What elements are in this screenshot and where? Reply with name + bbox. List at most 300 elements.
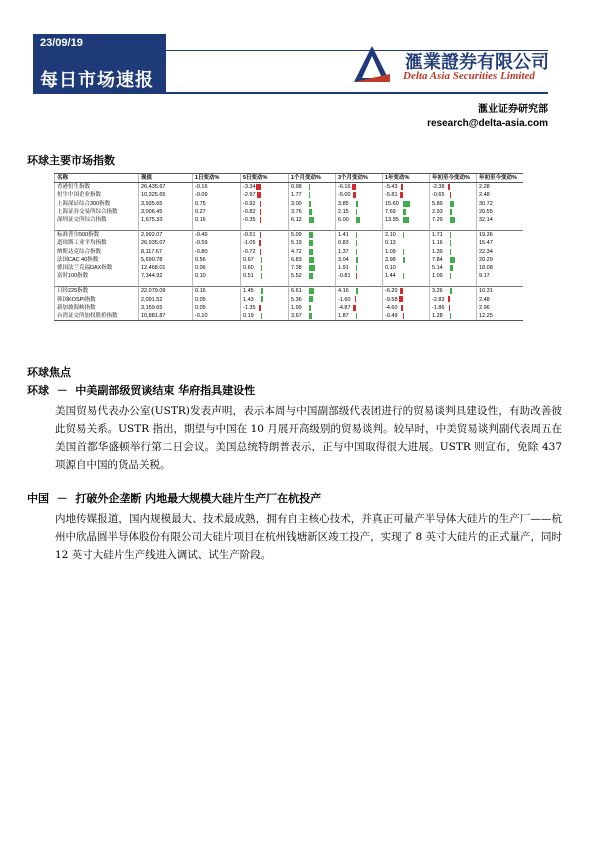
cell-d5	[241, 312, 289, 321]
table-row	[55, 183, 524, 192]
change-value: -5.00	[338, 192, 351, 199]
change-value: 3.67	[291, 312, 302, 319]
change-value: 1.16	[432, 240, 443, 247]
cell-value: 5,690.78	[139, 256, 193, 264]
table-row	[55, 239, 524, 247]
change-bar	[309, 305, 311, 311]
change-bar	[356, 313, 357, 319]
change-value: 5.19	[291, 240, 302, 247]
change-bar	[309, 288, 314, 294]
change-bar	[356, 217, 360, 223]
change-value: -4.87	[338, 304, 351, 311]
cell-m3	[336, 183, 383, 192]
table-row	[55, 304, 524, 312]
news-headline	[27, 490, 562, 506]
change-value: 2.10	[385, 232, 396, 239]
cell-y1	[383, 295, 430, 303]
cell-name: 韩国KOSPI指数	[55, 295, 139, 303]
cell-y1	[383, 208, 430, 216]
change-value: 5.52	[291, 273, 302, 280]
table-header-cell: 3个月变动%	[336, 174, 383, 183]
change-value: -0.92	[243, 200, 256, 207]
cell-d1: 0.75	[193, 200, 241, 208]
change-bar	[356, 209, 357, 215]
cell-m3	[336, 216, 383, 224]
change-value: -1.60	[338, 296, 351, 303]
change-bar	[448, 184, 450, 190]
change-bar	[309, 257, 314, 263]
change-bar	[450, 201, 454, 207]
cell-m3	[336, 256, 383, 264]
cell-y1	[383, 248, 430, 256]
cell-d5	[241, 256, 289, 264]
cell-ytd	[430, 183, 477, 192]
cell-m1	[289, 216, 336, 224]
change-bar	[450, 249, 451, 255]
change-value: 1.99	[291, 304, 302, 311]
cell-m3	[336, 200, 383, 208]
cell-d1: 0.05	[193, 304, 241, 312]
cell-d5	[241, 295, 289, 303]
table-row	[55, 256, 524, 264]
cell-d1: -0.10	[193, 312, 241, 321]
focus-section-title: 环球焦点	[27, 366, 71, 379]
header-banner	[33, 34, 166, 94]
cell-d1: -0.49	[193, 231, 241, 240]
table-row	[55, 295, 524, 303]
change-bar	[260, 201, 261, 207]
cell-value: 1,675.33	[139, 216, 193, 224]
cell-d5	[241, 248, 289, 256]
change-value: 0.60	[243, 264, 254, 271]
change-value: -5.43	[385, 184, 398, 191]
change-bar	[356, 257, 358, 263]
change-bar	[260, 232, 261, 238]
cell-d5	[241, 304, 289, 312]
change-bar	[403, 257, 405, 263]
cell-value: 3,935.65	[139, 200, 193, 208]
cell-y1	[383, 312, 430, 321]
cell-m1	[289, 304, 336, 312]
cell-m3	[336, 304, 383, 312]
cell-ytd2: 19.36	[477, 231, 524, 240]
change-value: 5.09	[291, 232, 302, 239]
company-name-en: Delta Asia Securities Limited	[403, 70, 535, 82]
table-row	[55, 264, 524, 272]
change-bar	[309, 184, 310, 190]
cell-ytd2: 20.29	[477, 256, 524, 264]
change-bar	[356, 265, 357, 271]
table-header-cell: 年初至今变动%	[477, 174, 524, 183]
cell-name: 上海深证综合300指数	[55, 200, 139, 208]
cell-m3	[336, 312, 383, 321]
change-bar	[261, 273, 262, 279]
change-value: -1.86	[432, 304, 445, 311]
cell-name: 日经225指数	[55, 287, 139, 296]
cell-ytd2: 2.48	[477, 295, 524, 303]
research-dept: 滙业证券研究部	[478, 104, 548, 115]
cell-m1	[289, 256, 336, 264]
cell-m3	[336, 231, 383, 240]
cell-ytd2: 12.25	[477, 312, 524, 321]
cell-value: 22,079.09	[139, 287, 193, 296]
news-headline	[27, 382, 562, 398]
change-value: -1.35	[243, 304, 256, 311]
change-value: -4.60	[385, 304, 398, 311]
cell-ytd	[430, 264, 477, 272]
change-value: 5.36	[291, 296, 302, 303]
cell-m1	[289, 200, 336, 208]
change-bar	[450, 257, 455, 263]
cell-ytd	[430, 200, 477, 208]
change-bar	[400, 192, 403, 198]
cell-y1	[383, 183, 430, 192]
cell-m1	[289, 264, 336, 272]
cell-value: 3,006.45	[139, 208, 193, 216]
change-bar	[450, 313, 451, 319]
cell-value: 10,881.87	[139, 312, 193, 321]
news-title: 打破外企垄断 内地最大规模大硅片生产厂在杭投产	[75, 492, 322, 505]
change-bar	[260, 217, 261, 223]
cell-d1: 0.16	[193, 287, 241, 296]
change-value: 0.10	[385, 264, 396, 271]
change-bar	[450, 232, 451, 238]
cell-m1	[289, 248, 336, 256]
cell-name: 法国CAC 40指数	[55, 256, 139, 264]
change-value: 6.12	[291, 217, 302, 224]
change-value: 6.83	[291, 256, 302, 263]
cell-ytd2: 18.08	[477, 264, 524, 272]
company-name-cn: 滙業證券有限公司	[405, 52, 549, 73]
change-value: 3.76	[291, 208, 302, 215]
change-bar	[309, 232, 313, 238]
change-bar	[261, 296, 263, 302]
change-value: 4.16	[338, 288, 349, 295]
cell-name: 纳斯达克综合指数	[55, 248, 139, 256]
change-value: -0.81	[338, 273, 351, 280]
change-value: 1.39	[432, 248, 443, 255]
change-bar	[309, 296, 313, 302]
cell-d5	[241, 191, 289, 199]
cell-ytd2: 2.28	[477, 183, 524, 192]
change-bar	[356, 201, 358, 207]
change-value: 1.91	[338, 264, 349, 271]
cell-ytd	[430, 191, 477, 199]
cell-name: 标准普尔500指数	[55, 231, 139, 240]
change-bar	[309, 249, 313, 255]
change-bar	[403, 217, 409, 223]
change-value: 1.71	[432, 232, 443, 239]
table-header-cell: 年初至今变动%	[430, 174, 477, 183]
change-value: -2.38	[432, 184, 445, 191]
cell-ytd2: 22.34	[477, 248, 524, 256]
change-value: -1.05	[243, 240, 256, 247]
market-index-table	[54, 173, 523, 321]
cell-m1	[289, 191, 336, 199]
cell-d5	[241, 183, 289, 192]
change-value: 4.72	[291, 248, 302, 255]
cell-ytd	[430, 304, 477, 312]
change-bar	[356, 249, 357, 255]
cell-y1	[383, 264, 430, 272]
change-value: 1.41	[338, 232, 349, 239]
change-bar	[309, 240, 313, 246]
cell-y1	[383, 304, 430, 312]
cell-ytd2: 20.55	[477, 208, 524, 216]
change-value: -0.49	[385, 312, 398, 319]
change-value: 0.98	[291, 184, 302, 191]
change-bar	[309, 265, 315, 271]
cell-name: 上海证券交易所综合指数	[55, 208, 139, 216]
cell-m1	[289, 312, 336, 321]
cell-name: 台湾证交所加权股价指数	[55, 312, 139, 321]
cell-name: 富时100指数	[55, 272, 139, 280]
table-row	[55, 231, 524, 240]
cell-m3	[336, 208, 383, 216]
news-item-global	[27, 382, 562, 474]
news-dash: －	[56, 492, 68, 505]
change-bar	[355, 296, 356, 302]
cell-value: 8,117.67	[139, 248, 193, 256]
change-bar	[356, 232, 357, 238]
cell-m3	[336, 287, 383, 296]
change-value: 1.45	[243, 288, 254, 295]
change-bar	[450, 240, 451, 246]
change-value: 5.14	[432, 264, 443, 271]
company-logo-icon	[352, 44, 392, 84]
news-body: 美国贸易代表办公室(USTR)发表声明，表示本周与中国副部级代表团进行的贸易谈判具建设性，有助改善彼此贸易关系。USTR 指出，期望与中国在 10 月展开高级别的贸易谈判。较早时，中美贸易谈判副代表周五在美国首都华盛顿举行第二日会议。美国总统特朗普表示，正与中国取得很大进展。USTR 则宣布，免除 437 项源自中国的货品关税。	[55, 405, 562, 471]
cell-ytd	[430, 287, 477, 296]
cell-ytd	[430, 256, 477, 264]
change-value: -9.58	[385, 296, 398, 303]
table-header-row	[55, 174, 524, 183]
cell-m3	[336, 272, 383, 280]
change-bar	[257, 192, 261, 198]
cell-name: 恒生中国企业指数	[55, 191, 139, 199]
cell-value: 2,992.07	[139, 231, 193, 240]
cell-ytd2: 2.96	[477, 304, 524, 312]
change-bar	[450, 217, 455, 223]
cell-ytd2: 15.47	[477, 239, 524, 247]
change-bar	[259, 305, 261, 311]
change-value: 1.09	[385, 248, 396, 255]
cell-ytd	[430, 295, 477, 303]
change-bar	[403, 273, 404, 279]
news-title: 中美副部级贸谈结束 华府指具建设性	[75, 384, 256, 397]
change-value: -0.51	[243, 232, 256, 239]
research-contact	[427, 103, 548, 131]
cell-ytd2: 10.31	[477, 287, 524, 296]
change-value: 5.89	[432, 200, 443, 207]
change-value: -0.35	[243, 217, 256, 224]
change-value: 3.26	[432, 288, 443, 295]
cell-ytd2: 32.14	[477, 216, 524, 224]
change-bar	[260, 249, 261, 255]
table-row	[55, 191, 524, 199]
cell-d1: -0.09	[193, 191, 241, 199]
change-value: 2.93	[432, 208, 443, 215]
cell-value: 26,935.07	[139, 239, 193, 247]
cell-d1: 0.56	[193, 256, 241, 264]
change-value: 7.84	[432, 256, 443, 263]
change-bar	[448, 296, 450, 302]
change-value: 1.44	[385, 273, 396, 280]
change-bar	[356, 288, 358, 294]
change-value: 1.87	[338, 312, 349, 319]
change-bar	[449, 305, 450, 311]
change-value: 3.85	[338, 200, 349, 207]
cell-m3	[336, 239, 383, 247]
change-value: -2.83	[432, 296, 445, 303]
change-value: 1.37	[338, 248, 349, 255]
change-bar	[256, 184, 261, 190]
header-bottom-rule	[33, 92, 548, 94]
table-header-cell: 5日变动%	[241, 174, 289, 183]
change-value: -0.65	[432, 192, 445, 199]
change-value: 7.29	[432, 217, 443, 224]
cell-y1	[383, 256, 430, 264]
change-value: 1.28	[432, 312, 443, 319]
cell-d1: 0.27	[193, 208, 241, 216]
table-header-cell: 1个月变动%	[289, 174, 336, 183]
cell-ytd	[430, 312, 477, 321]
news-body: 内地传媒报道，国内规模最大、技术最成熟，拥有自主核心技术，并真正可量产半导体大硅片的生产厂——杭州中欣晶圆半导体股份有限公司大硅片项目在杭州钱塘新区竣工投产，实现了 8 英寸大硅片的正式量产，同时 12 英寸大硅片生产线进入调试、试生产阶段。	[55, 513, 562, 561]
table-row	[55, 272, 524, 280]
cell-d1: 0.05	[193, 295, 241, 303]
table-header-cell: 名称	[55, 174, 139, 183]
cell-value: 2,091.52	[139, 295, 193, 303]
change-bar	[261, 265, 262, 271]
change-value: 1.43	[243, 296, 254, 303]
cell-d1: 0.10	[193, 272, 241, 280]
change-bar	[401, 305, 403, 311]
cell-value: 7,344.92	[139, 272, 193, 280]
change-value: 0.13	[385, 240, 396, 247]
cell-d5	[241, 200, 289, 208]
change-value: -0.72	[243, 248, 256, 255]
news-dash: －	[56, 384, 68, 397]
table-row	[55, 287, 524, 296]
cell-y1	[383, 216, 430, 224]
cell-m1	[289, 287, 336, 296]
cell-d1: -0.80	[193, 248, 241, 256]
change-bar	[450, 273, 451, 279]
cell-m3	[336, 264, 383, 272]
cell-m1	[289, 239, 336, 247]
change-value: -2.97	[243, 192, 256, 199]
cell-ytd	[430, 216, 477, 224]
change-bar	[309, 201, 311, 207]
table-header-cell: 1日变动%	[193, 174, 241, 183]
cell-name: 深圳证交所综合指数	[55, 216, 139, 224]
table-row	[55, 248, 524, 256]
change-bar	[309, 192, 310, 198]
change-bar	[403, 232, 404, 238]
change-bar	[259, 240, 261, 246]
cell-m3	[336, 191, 383, 199]
change-bar	[353, 305, 356, 311]
change-value: 6.61	[291, 288, 302, 295]
change-value: 2.15	[338, 208, 349, 215]
change-bar	[450, 265, 453, 271]
cell-ytd	[430, 208, 477, 216]
change-value: -6.16	[338, 184, 351, 191]
cell-value: 10,325.65	[139, 191, 193, 199]
cell-d5	[241, 239, 289, 247]
cell-name: 道琼斯工业平均指数	[55, 239, 139, 247]
cell-d1: 0.06	[193, 264, 241, 272]
cell-m1	[289, 272, 336, 280]
cell-name: 德国法兰克福DAX指数	[55, 264, 139, 272]
cell-d5	[241, 287, 289, 296]
change-bar	[403, 209, 406, 215]
cell-d5	[241, 208, 289, 216]
cell-ytd2: 2.48	[477, 191, 524, 199]
cell-y1	[383, 231, 430, 240]
cell-ytd	[430, 248, 477, 256]
cell-m1	[289, 231, 336, 240]
market-section-title: 环球主要市场指数	[27, 154, 115, 167]
cell-ytd2: 30.72	[477, 200, 524, 208]
news-item-china	[27, 490, 562, 564]
research-email[interactable]: research@delta-asia.com	[427, 118, 548, 129]
cell-value: 3,159.65	[139, 304, 193, 312]
cell-ytd	[430, 231, 477, 240]
change-value: 7.38	[291, 264, 302, 271]
table-row	[55, 200, 524, 208]
cell-d1: 0.16	[193, 216, 241, 224]
table-header-cell: 现值	[139, 174, 193, 183]
cell-d5	[241, 272, 289, 280]
report-title: 每日市场速报	[40, 70, 154, 91]
change-bar	[309, 209, 312, 215]
cell-ytd	[430, 239, 477, 247]
cell-value: 26,435.67	[139, 183, 193, 192]
change-value: 0.67	[243, 256, 254, 263]
change-value: 1.09	[432, 273, 443, 280]
change-value: 3.00	[291, 200, 302, 207]
change-bar	[260, 209, 261, 215]
change-bar	[352, 184, 356, 190]
cell-m1	[289, 183, 336, 192]
cell-y1	[383, 287, 430, 296]
change-bar	[309, 217, 314, 223]
change-bar	[399, 296, 403, 302]
change-bar	[353, 192, 356, 198]
change-value: -6.20	[385, 288, 398, 295]
news-region: 中国	[27, 492, 49, 505]
table-row	[55, 312, 524, 321]
report-date: 23/09/19	[40, 37, 83, 49]
news-region: 环球	[27, 384, 49, 397]
cell-y1	[383, 191, 430, 199]
cell-m3	[336, 248, 383, 256]
change-bar	[403, 201, 410, 207]
table-row	[55, 208, 524, 216]
change-value: 15.60	[385, 200, 399, 207]
change-bar	[261, 257, 262, 263]
cell-value: 12,468.01	[139, 264, 193, 272]
change-value: -0.82	[243, 208, 256, 215]
change-value: 0.83	[338, 240, 349, 247]
cell-m1	[289, 295, 336, 303]
table-row	[55, 216, 524, 224]
cell-y1	[383, 200, 430, 208]
cell-m3	[336, 295, 383, 303]
cell-d5	[241, 231, 289, 240]
cell-d1: -0.59	[193, 239, 241, 247]
cell-ytd	[430, 272, 477, 280]
